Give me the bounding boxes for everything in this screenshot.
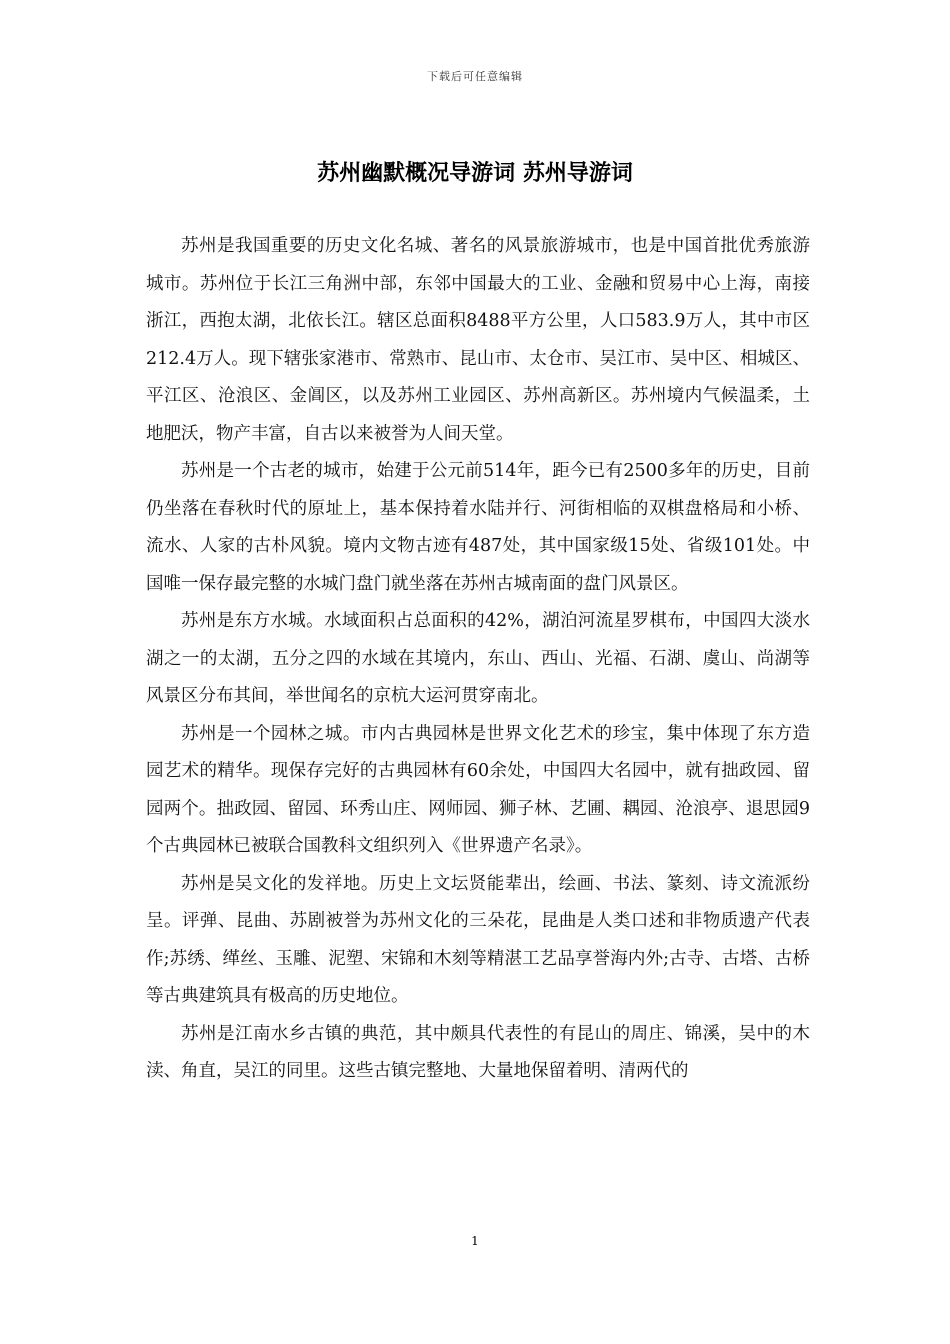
- page-number: 1: [471, 1234, 479, 1248]
- paragraph-water-towns: 苏州是江南水乡古镇的典范，其中颇具代表性的有昆山的周庄、锦溪，吴中的木渎、角直，吴江的同里。这些古镇完整地、大量地保留着明、清两代的: [146, 1023, 810, 1081]
- header-note: 下载后可任意编辑: [427, 70, 523, 83]
- document-title: 苏州幽默概况导游词 苏州导游词: [317, 161, 633, 186]
- paragraph-water-city: 苏州是东方水城。水域面积占总面积的42%，湖泊河流星罗棋布，中国四大淡水湖之一的太湖，五分之四的水域在其境内，东山、西山、光福、石湖、虞山、尚湖等风景区分布其间，举世闻名的京杭大运河贯穿南北。: [146, 611, 810, 706]
- paragraph-overview: 苏州是我国重要的历史文化名城、著名的风景旅游城市，也是中国首批优秀旅游城市。苏州位于长江三角洲中部，东邻中国最大的工业、金融和贸易中心上海，南接浙江，西抱太湖，北依长江。辖区总面积8488平方公里，人口583.9万人，其中市区212.4万人。现下辖张家港市、常熟市、昆山市、太仓市、吴江市、吴中区、相城区、平江区、沧浪区、金阊区，以及苏州工业园区、苏州高新区。苏州境内气候温柔，土地肥沃，物产丰富，自古以来被誉为人间天堂。: [146, 236, 810, 444]
- paragraph-wu-culture: 苏州是吴文化的发祥地。历史上文坛贤能辈出，绘画、书法、篆刻、诗文流派纷呈。评弹、昆曲、苏剧被誉为苏州文化的三朵花，昆曲是人类口述和非物质遗产代表作;苏绣、缂丝、玉雕、泥塑、宋锦和木刻等精湛工艺品享誉海内外;古寺、古塔、古桥等古典建筑具有极高的历史地位。: [146, 873, 810, 1006]
- document-body: [146, 228, 810, 1091]
- paragraph-gardens: 苏州是一个园林之城。市内古典园林是世界文化艺术的珍宝，集中体现了东方造园艺术的精华。现保存完好的古典园林有60余处，中国四大名园中，就有拙政园、留园两个。拙政园、留园、环秀山庄、网师园、狮子林、艺圃、耦园、沧浪亭、退思园9个古典园林已被联合国教科文组织列入《世界遗产名录》。: [146, 723, 810, 856]
- paragraph-history: 苏州是一个古老的城市，始建于公元前514年，距今已有2500多年的历史，目前仍坐落在春秋时代的原址上，基本保持着水陆并行、河街相临的双棋盘格局和小桥、流水、人家的古朴风貌。境内文物古迹有487处，其中国家级15处、省级101处。中国唯一保存最完整的水城门盘门就坐落在苏州古城南面的盘门风景区。: [146, 461, 810, 594]
